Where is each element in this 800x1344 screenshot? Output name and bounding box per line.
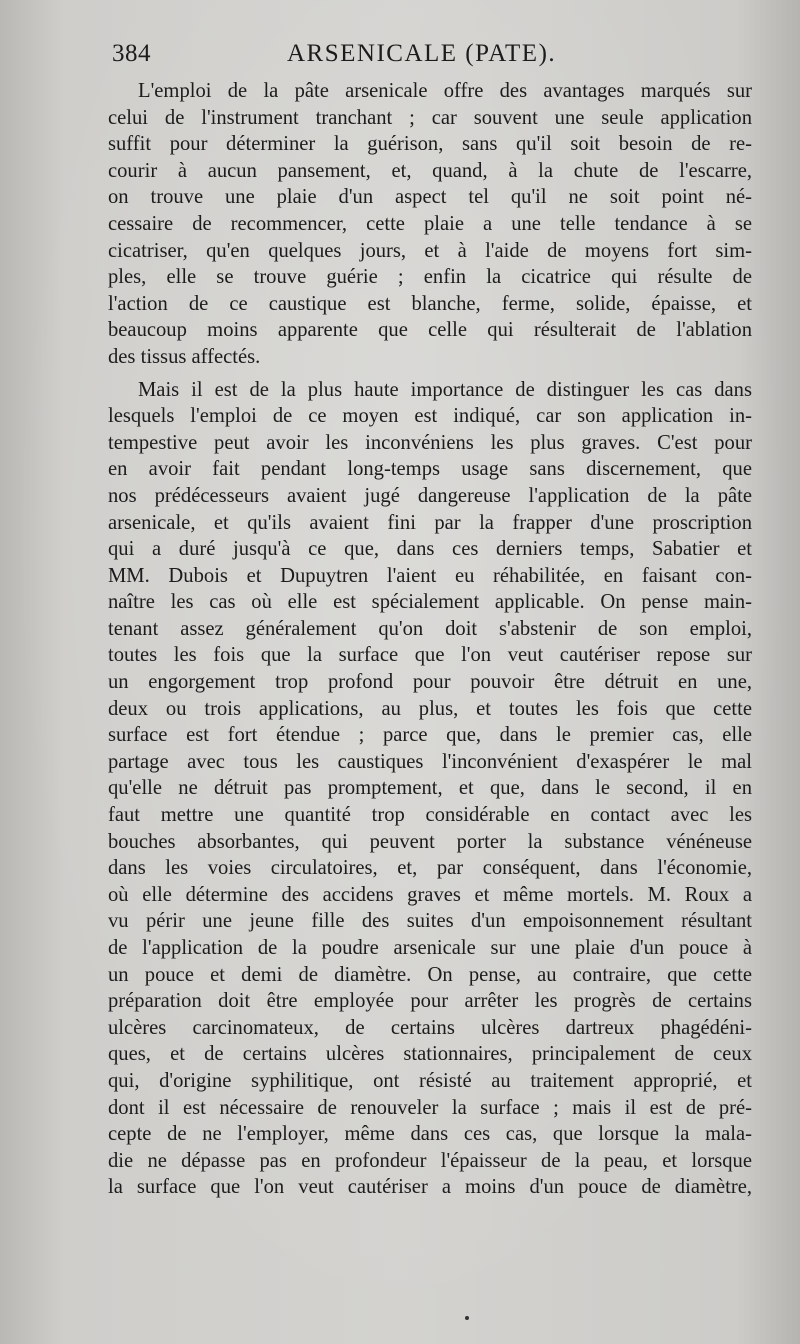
text-line: où elle détermine des accidens graves et même mortels. M. Roux a <box>108 883 752 906</box>
text-line: tenant assez généralement qu'on doit s'abstenir de son emploi, <box>108 617 752 640</box>
text-line: l'action de ce caustique est blanche, ferme, solide, épaisse, et <box>108 292 752 315</box>
text-line: L'emploi de la pâte arsenicale offre des avantages marqués sur <box>138 80 752 102</box>
text-line: des tissus affectés. <box>108 345 261 368</box>
text-line: partage avec tous les caustiques l'inconvénient d'exaspérer le mal <box>108 750 752 773</box>
text-line: bouches absorbantes, qui peuvent porter la substance vénéneuse <box>108 830 752 853</box>
text-line: naître les cas où elle est spécialement applicable. On pense main- <box>108 591 752 614</box>
text-line: beaucoup moins apparente que celle qui résulterait de l'ablation <box>108 319 752 342</box>
text-line: surface est fort étendue ; parce que, dans le premier cas, elle <box>108 724 752 747</box>
text-line: cicatriser, qu'en quelques jours, et à l'aide de moyens fort sim- <box>108 239 752 262</box>
text-line: toutes les fois que la surface que l'on veut cautériser repose sur <box>108 644 752 667</box>
text-line: cepte de ne l'employer, même dans ces cas, que lorsque la mala- <box>108 1123 752 1146</box>
text-line: courir à aucun pansement, et, quand, à la chute de l'escarre, <box>108 159 752 182</box>
text-line: un engorgement trop profond pour pouvoir être détruit en une, <box>108 671 752 694</box>
running-title: ARSENICALE (PATE). <box>287 40 557 67</box>
text-line: qui, d'origine syphilitique, ont résisté au traitement approprié, et <box>108 1069 752 1092</box>
text-line: suffit pour déterminer la guérison, sans qu'il soit besoin de re- <box>108 133 752 156</box>
text-line: ulcères carcinomateux, de certains ulcères dartreux phagédéni- <box>108 1016 752 1039</box>
text-line: dans les voies circulatoires, et, par conséquent, dans l'économie, <box>108 857 752 880</box>
text-line: ples, elle se trouve guérie ; enfin la cicatrice qui résulte de <box>108 266 752 289</box>
text-line: en avoir fait pendant long-temps usage sans discernement, que <box>108 458 752 481</box>
text-line: ques, et de certains ulcères stationnaires, principalement de ceux <box>108 1043 752 1066</box>
text-line: deux ou trois applications, au plus, et toutes les fois que cette <box>108 697 752 720</box>
page-header <box>112 40 752 74</box>
text-line: dont il est nécessaire de renouveler la surface ; mais il est de pré- <box>108 1096 752 1119</box>
text-line: die ne dépasse pas en profondeur l'épaisseur de la peau, et lorsque <box>108 1149 752 1172</box>
text-line: tempestive peut avoir les inconvéniens les plus graves. C'est pour <box>108 431 752 454</box>
text-line: cessaire de recommencer, cette plaie a une telle tendance à se <box>108 212 752 235</box>
text-line: la surface que l'on veut cautériser a moins d'un pouce de diamètre, <box>108 1176 752 1199</box>
text-line: de l'application de la poudre arsenicale sur une plaie d'un pouce à <box>108 937 752 959</box>
paragraph-2 <box>108 377 752 1201</box>
text-line: Mais il est de la plus haute importance de distinguer les cas dans <box>138 378 752 401</box>
text-line: faut mettre une quantité trop considérable en contact avec les <box>108 804 752 827</box>
paragraph-1 <box>108 78 752 371</box>
page-number: 384 <box>112 40 151 67</box>
text-line: on trouve une plaie d'un aspect tel qu'il ne soit point né- <box>108 186 752 209</box>
text-line: qu'elle ne détruit pas promptement, et que, dans le second, il en <box>108 777 752 800</box>
text-line: arsenicale, et qu'ils avaient fini par la frapper d'une proscription <box>108 511 752 534</box>
ink-speck <box>465 1316 469 1320</box>
body-text <box>108 78 752 1201</box>
text-line: qui a duré jusqu'à ce que, dans ces derniers temps, Sabatier et <box>108 538 752 561</box>
text-line: nos prédécesseurs avaient jugé dangereuse l'application de la pâte <box>108 484 752 507</box>
text-line: un pouce et demi de diamètre. On pense, au contraire, que cette <box>108 963 752 986</box>
text-line: préparation doit être employée pour arrêter les progrès de certains <box>108 990 752 1013</box>
text-line: vu périr une jeune fille des suites d'un empoisonnement résultant <box>108 910 752 933</box>
text-line: MM. Dubois et Dupuytren l'aient eu réhabilitée, en faisant con- <box>108 564 752 587</box>
text-line: lesquels l'emploi de ce moyen est indiqué, car son application in- <box>108 405 752 428</box>
text-line: celui de l'instrument tranchant ; car souvent une seule application <box>108 106 752 129</box>
